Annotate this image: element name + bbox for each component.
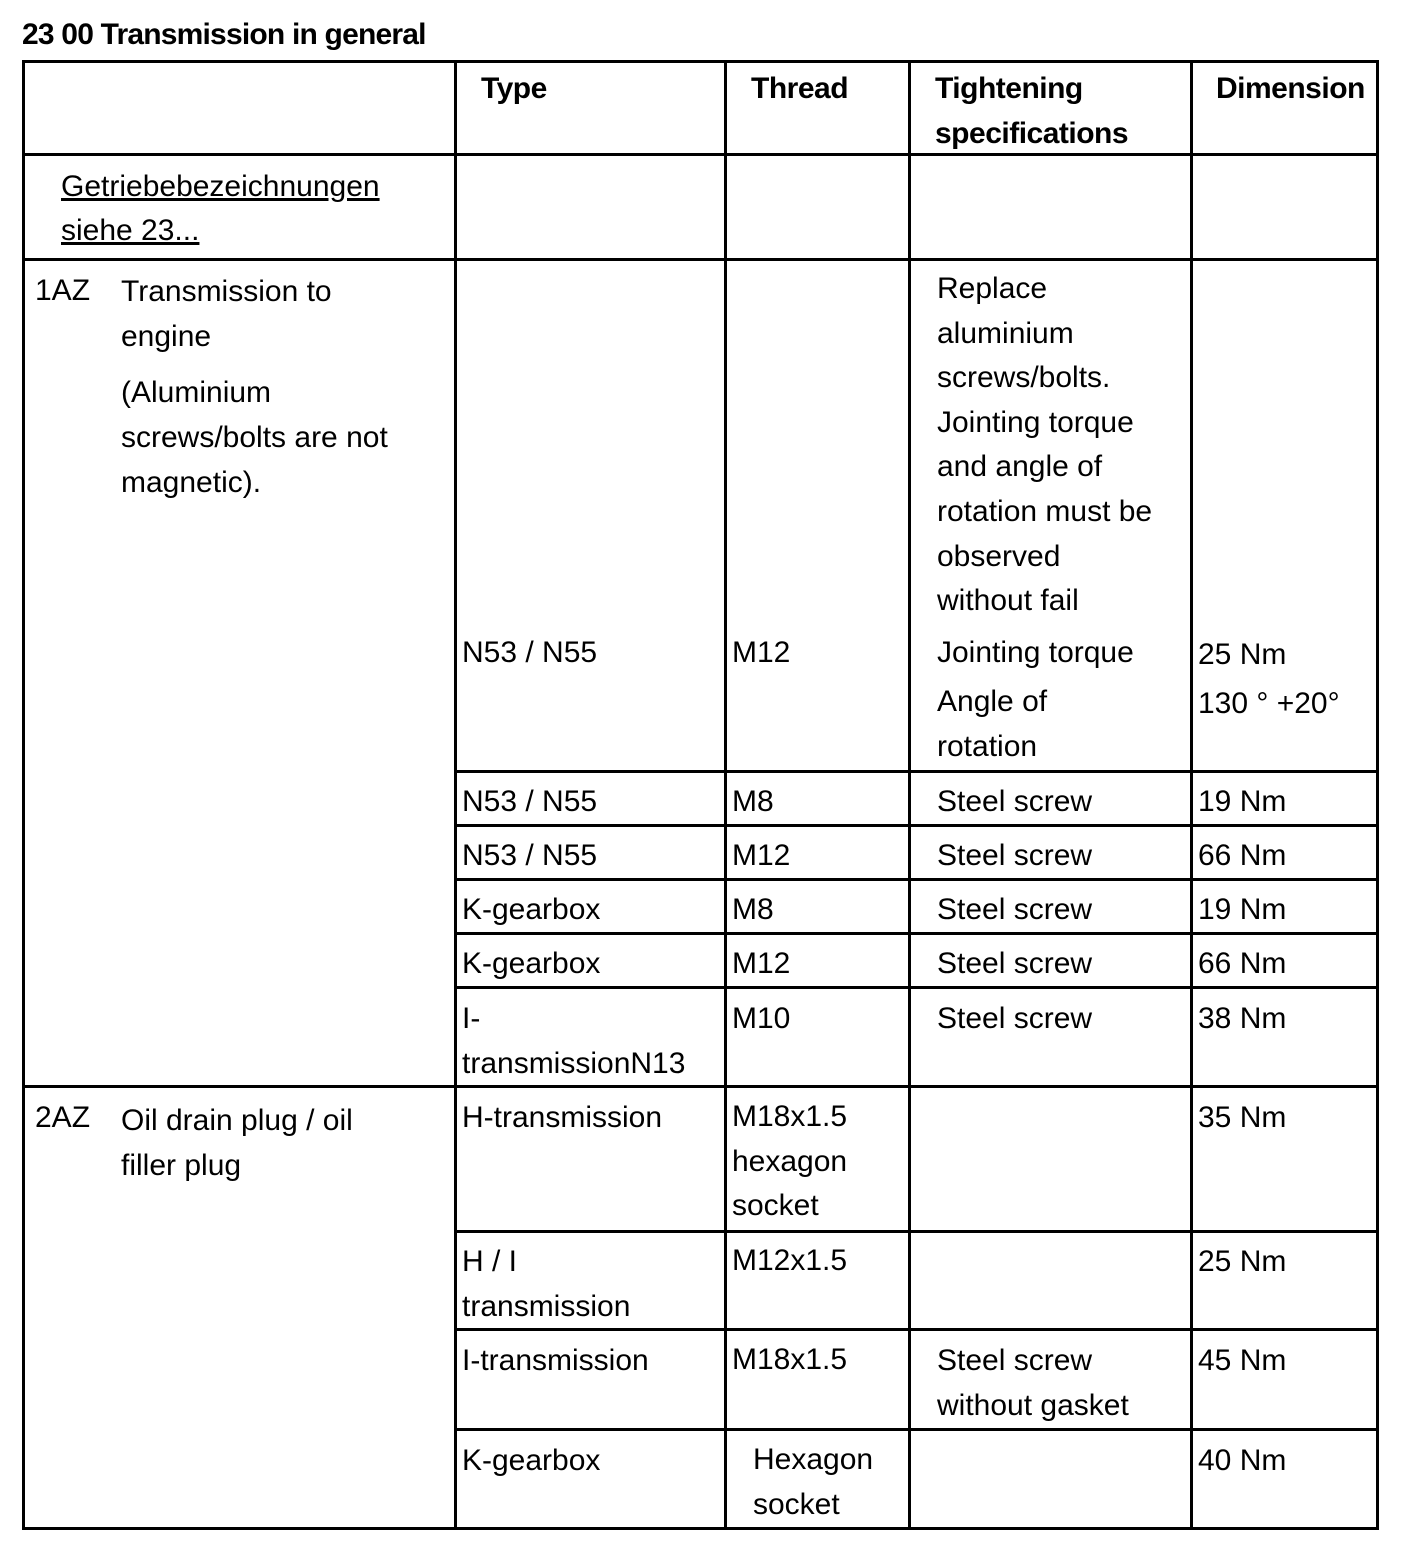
cell-thread — [732, 779, 774, 824]
tightening-note-line: rotation must be — [937, 494, 1153, 528]
cell-type-line: I-transmission — [462, 1344, 649, 1377]
group-code-1az — [35, 268, 90, 313]
cell-dimension-line: 45 Nm — [1198, 1344, 1287, 1377]
cell-type — [462, 833, 597, 878]
cell-tightening — [937, 996, 1092, 1041]
cell-type-line: I- — [462, 1002, 481, 1035]
cell-thread-line: hexagon — [732, 1144, 848, 1178]
cell-dimension-line: 66 Nm — [1198, 839, 1287, 872]
cell-tightening — [937, 833, 1092, 878]
cell-type-line: K-gearbox — [462, 1444, 601, 1477]
cell-type — [462, 996, 685, 1086]
cell-type-line: K-gearbox — [462, 947, 601, 980]
cell-dimension-line: 25 Nm — [1198, 1245, 1287, 1278]
group-description-2az-line: Oil drain plug / oil — [121, 1104, 353, 1137]
cell-dimension — [1198, 996, 1286, 1041]
tightening-note — [937, 267, 1152, 624]
cell-thread-line: M12 — [732, 636, 791, 669]
cell-type-line: N53 / N55 — [462, 636, 598, 669]
group-code-2az — [35, 1095, 90, 1140]
group-description-1az — [121, 269, 332, 359]
cell-thread — [732, 1239, 847, 1284]
cell-thread — [753, 1438, 873, 1527]
cell-thread — [732, 1095, 847, 1229]
tightening-note-line: and angle of — [937, 450, 1103, 484]
group-description-2az-line: filler plug — [121, 1149, 242, 1182]
cell-thread-line: M12 — [732, 839, 791, 872]
group-note-1az-line: magnetic). — [121, 466, 262, 499]
cell-thread-line: socket — [732, 1189, 819, 1222]
header-tightening — [935, 66, 1128, 156]
cell-thread-line: M12x1.5 — [732, 1244, 848, 1277]
cell-dimension-line: 19 Nm — [1198, 893, 1287, 926]
group-description-2az — [121, 1098, 353, 1188]
cell-dimension — [1198, 887, 1286, 932]
cell-dimension — [1198, 1338, 1286, 1383]
group-code-1az-line: 1AZ — [35, 274, 91, 307]
cell-type — [462, 887, 600, 932]
cell-thread-line: M18x1.5 — [732, 1343, 848, 1376]
cell-dimension-line: 130 ° +20° — [1198, 687, 1340, 720]
header-type-line: Type — [481, 72, 547, 105]
tightening-note-line: without fail — [937, 584, 1079, 618]
cell-dimension — [1198, 1095, 1286, 1140]
cell-thread-line: M8 — [732, 893, 774, 926]
cell-type-line: N53 / N55 — [462, 839, 598, 872]
cell-tightening-line: Steel screw — [937, 785, 1093, 818]
cell-type — [462, 1239, 630, 1329]
cell-type — [462, 1095, 662, 1140]
reference-link-line: Getriebebezeichnungen — [61, 170, 380, 203]
cell-type-line: H-transmission — [462, 1101, 663, 1134]
group-description-1az-line: engine — [121, 320, 212, 353]
cell-thread-line: socket — [753, 1487, 840, 1521]
cell-dimension-line: 35 Nm — [1198, 1101, 1287, 1134]
cell-dimension-line: 38 Nm — [1198, 1002, 1287, 1035]
cell-type-line: transmissionN13 — [462, 1047, 686, 1080]
group-note-1az — [121, 370, 388, 505]
cell-thread-line: M18x1.5 — [732, 1100, 848, 1133]
cell-tightening-line: Steel screw — [937, 893, 1093, 926]
cell-tightening-line: without gasket — [937, 1389, 1129, 1422]
cell-tightening-line: Jointing torque — [937, 636, 1134, 669]
cell-thread — [732, 630, 790, 675]
header-dimension — [1216, 66, 1365, 111]
cell-dimension — [1198, 1239, 1286, 1284]
cell-type — [462, 779, 597, 824]
header-thread-line: Thread — [751, 72, 849, 105]
tightening-note-line: observed — [937, 539, 1061, 573]
cell-thread — [732, 1338, 847, 1383]
cell-thread-line: M10 — [732, 1002, 791, 1035]
cell-type-line: transmission — [462, 1290, 631, 1323]
tightening-note-line: Replace — [937, 272, 1048, 305]
group-note-1az-line: (Aluminium — [121, 376, 272, 409]
cell-dimension — [1198, 1438, 1286, 1483]
cell-dimension — [1198, 833, 1286, 878]
header-dimension-line: Dimension — [1216, 72, 1365, 105]
cell-type — [462, 941, 600, 986]
group-description-1az-line: Transmission to — [121, 275, 332, 308]
tightening-note-line: aluminium — [937, 316, 1074, 350]
cell-tightening — [937, 630, 1134, 675]
header-thread — [751, 66, 848, 111]
cell-dimension-line: 19 Nm — [1198, 785, 1287, 818]
cell-type-line: H / I — [462, 1245, 518, 1278]
cell-thread — [732, 941, 790, 986]
cell-dimension — [1198, 630, 1340, 728]
tightening-note-line: Jointing torque — [937, 405, 1134, 439]
cell-dimension — [1198, 941, 1286, 986]
tightening-note-line: screws/bolts. — [937, 361, 1111, 395]
group-code-2az-line: 2AZ — [35, 1101, 91, 1134]
cell-thread — [732, 833, 790, 878]
cell-dimension-line: 40 Nm — [1198, 1444, 1287, 1477]
cell-tightening-line: Steel screw — [937, 1002, 1093, 1035]
cell-type — [462, 1338, 649, 1383]
cell-dimension-line: 66 Nm — [1198, 947, 1287, 980]
cell-tightening — [937, 941, 1092, 986]
cell-type — [462, 630, 597, 675]
cell-tightening — [937, 1338, 1129, 1428]
group-note-1az-line: screws/bolts are not — [121, 421, 388, 454]
cell-tightening-line: Steel screw — [937, 947, 1093, 980]
cell-type-line: K-gearbox — [462, 893, 601, 926]
cell-type — [462, 1438, 600, 1483]
cell-tightening — [937, 779, 1092, 824]
reference-link[interactable] — [61, 165, 380, 253]
reference-link-line: siehe 23... — [61, 214, 200, 247]
cell-dimension-line: 25 Nm — [1198, 638, 1287, 671]
header-type — [481, 66, 547, 111]
cell-thread-line: Hexagon — [753, 1443, 874, 1476]
cell-dimension — [1198, 779, 1286, 824]
cell-tightening-line: Steel screw — [937, 839, 1093, 872]
cell-tightening-line: rotation — [937, 730, 1038, 763]
cell-tightening — [937, 887, 1092, 932]
cell-tightening — [937, 679, 1047, 769]
cell-thread — [732, 887, 774, 932]
header-tightening-line: specifications — [935, 117, 1129, 150]
cell-tightening-line: Angle of — [937, 685, 1048, 718]
cell-tightening-line: Steel screw — [937, 1344, 1093, 1377]
section-title: 23 00 Transmission in general — [22, 18, 426, 51]
cell-thread — [732, 996, 790, 1041]
header-tightening-line: Tightening — [935, 72, 1083, 105]
cell-type-line: N53 / N55 — [462, 785, 598, 818]
cell-thread-line: M8 — [732, 785, 774, 818]
cell-thread-line: M12 — [732, 947, 791, 980]
